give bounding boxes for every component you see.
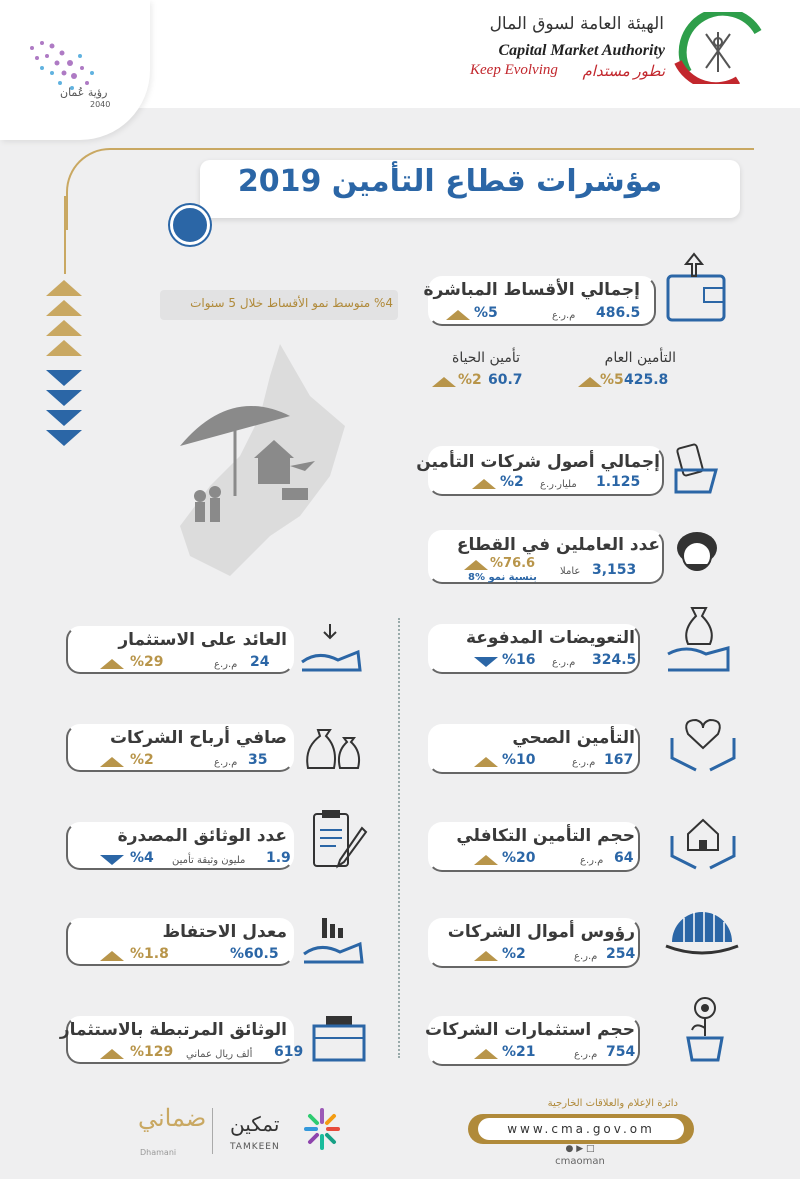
retention-pct: %1.8 — [130, 946, 169, 962]
assets-title: إجمالي أصول شركات التأمين — [416, 452, 660, 472]
net-profit-unit: م.ر.ع — [214, 757, 238, 768]
building-dome-icon — [664, 896, 740, 962]
column-divider — [398, 618, 400, 1058]
takaful-pct: %20 — [502, 850, 536, 866]
life-insurance-value: 60.7 — [488, 372, 523, 388]
money-bag-hand-icon — [666, 600, 738, 674]
blue-arrow-icon — [46, 430, 82, 446]
authority-name-ar: الهيئة العامة لسوق المال — [489, 14, 664, 34]
up-arrow-icon — [432, 377, 456, 387]
oman-map-umbrella-icon — [170, 336, 360, 580]
website-link[interactable]: www.cma.gov.om — [478, 1118, 684, 1140]
up-arrow-icon — [446, 310, 470, 320]
page-title: مؤشرات قطاع التأمين 2019 — [237, 164, 663, 199]
avg-growth-text: %4 متوسط نمو الأقساط خلال 5 سنوات — [190, 296, 393, 310]
return-hand-icon — [298, 622, 368, 672]
employees-unit: عاملا — [560, 566, 581, 577]
down-arrow-icon — [474, 657, 498, 667]
takaful-value: 64 — [614, 850, 634, 866]
twitter-icon[interactable]: ● — [565, 1144, 574, 1154]
social-icons[interactable] — [555, 1144, 605, 1156]
timeline-line — [64, 196, 66, 274]
up-arrow-icon — [474, 757, 498, 767]
employees-value: 3,153 — [592, 562, 637, 578]
life-insurance-pct: %2 — [458, 372, 482, 388]
money-hand-icon — [670, 440, 720, 496]
cma-emblem-icon — [668, 12, 770, 84]
up-arrow-icon — [474, 951, 498, 961]
vision-text: رؤية عُمان — [60, 86, 108, 99]
instagram-icon[interactable]: □ — [586, 1144, 595, 1154]
policies-pct: %4 — [130, 850, 154, 866]
blue-arrow-icon — [46, 410, 82, 426]
dhamani-logo-ar: ضماني — [138, 1104, 207, 1132]
worker-face-icon — [670, 526, 724, 582]
up-arrow-icon — [472, 479, 496, 489]
bars-hand-icon — [300, 914, 368, 968]
capital-pct: %2 — [502, 946, 526, 962]
roi-pct: %29 — [130, 654, 164, 670]
up-arrow-icon — [100, 757, 124, 767]
general-insurance-label: التأمين العام — [604, 350, 676, 366]
tamkeen-star-icon — [300, 1104, 344, 1154]
roi-title: العائد على الاستثمار — [118, 630, 287, 650]
general-insurance-pct: %5 — [600, 372, 624, 388]
takaful-title: حجم التأمين التكافلي — [456, 826, 635, 846]
tamkeen-logo-en: TAMKEEN — [230, 1142, 280, 1152]
capital-unit: م.ر.ع — [574, 951, 598, 962]
health-value: 167 — [604, 752, 634, 768]
linked-policies-unit: ألف ريال عماني — [186, 1049, 253, 1060]
capital-value: 254 — [606, 946, 636, 962]
direct-premiums-value: 486.5 — [596, 305, 641, 321]
vision-2040-logo — [0, 0, 150, 140]
roi-unit: م.ر.ع — [214, 659, 238, 670]
assets-value: 1.125 — [596, 474, 641, 490]
social-handle: cmaoman — [555, 1156, 605, 1167]
health-unit: م.ر.ع — [572, 757, 596, 768]
life-insurance-label: تأمين الحياة — [451, 350, 520, 366]
gold-arrow-icon — [46, 300, 82, 316]
gold-arrow-icon — [46, 340, 82, 356]
employees-note: بنسبة نمو %8 — [468, 572, 537, 583]
timeline-dot — [170, 205, 210, 245]
employees-title: عدد العاملين في القطاع — [456, 535, 660, 555]
retention-title: معدل الاحتفاظ — [162, 922, 287, 942]
up-arrow-icon — [100, 659, 124, 669]
footer-separator — [212, 1108, 213, 1154]
investments-value: 754 — [606, 1044, 636, 1060]
linked-policies-pct: %129 — [130, 1044, 174, 1060]
down-arrow-icon — [100, 855, 124, 865]
up-arrow-icon — [474, 855, 498, 865]
vision-swirl-icon — [12, 28, 132, 128]
health-title: التأمين الصحي — [512, 728, 635, 748]
investments-unit: م.ر.ع — [574, 1049, 598, 1060]
employees-pct: %76.6 — [490, 556, 536, 571]
heart-hands-icon — [668, 708, 738, 774]
gold-arrow-icon — [46, 280, 82, 296]
policies-title: عدد الوثائق المصدرة — [117, 826, 287, 846]
direct-premiums-pct: %5 — [474, 305, 498, 321]
gold-arrow-icon — [46, 320, 82, 336]
linked-policies-title: الوثائق المرتبطة بالاستثمار — [59, 1020, 287, 1040]
claims-value: 324.5 — [592, 652, 637, 668]
direct-premiums-title: إجمالي الأقساط المباشرة — [423, 280, 640, 300]
roi-value: 24 — [250, 654, 270, 670]
up-arrow-icon — [100, 951, 124, 961]
youtube-icon[interactable]: ▶ — [576, 1144, 584, 1154]
policies-unit: مليون وثيقة تأمين — [172, 855, 246, 866]
capital-title: رؤوس أموال الشركات — [447, 922, 635, 942]
investments-title: حجم استثمارات الشركات — [424, 1020, 635, 1040]
up-arrow-icon — [474, 1049, 498, 1059]
up-arrow-icon — [578, 377, 602, 387]
clipboard-pen-icon — [310, 808, 368, 870]
tamkeen-logo-ar: تمكين — [230, 1112, 280, 1136]
house-hands-icon — [668, 806, 738, 872]
linked-policies-value: 619 — [274, 1044, 304, 1060]
net-profit-value: 35 — [248, 752, 268, 768]
assets-pct: %2 — [500, 474, 524, 490]
plant-pot-icon — [680, 992, 730, 1064]
health-pct: %10 — [502, 752, 536, 768]
tagline-en: Keep Evolving — [470, 62, 558, 78]
direct-premiums-unit: م.ر.ع — [552, 310, 576, 321]
tagline — [470, 62, 665, 81]
policies-value: 1.9 — [266, 850, 291, 866]
net-profit-title: صافي أرباح الشركات — [109, 728, 287, 748]
blue-arrow-icon — [46, 370, 82, 386]
money-bags-icon — [302, 724, 368, 774]
investments-pct: %21 — [502, 1044, 536, 1060]
authority-name-en: Capital Market Authority — [498, 42, 665, 59]
claims-unit: م.ر.ع — [552, 657, 576, 668]
retention-value: %60.5 — [230, 946, 279, 962]
takaful-unit: م.ر.ع — [580, 855, 604, 866]
assets-unit: مليار.ر.ع — [540, 479, 577, 490]
briefcase-icon — [310, 1012, 368, 1064]
claims-pct: %16 — [502, 652, 536, 668]
blue-arrow-icon — [46, 390, 82, 406]
net-profit-pct: %2 — [130, 752, 154, 768]
vision-year: 2040 — [90, 100, 111, 109]
claims-title: التعويضات المدفوعة — [465, 628, 635, 648]
wallet-icon — [664, 250, 728, 324]
general-insurance-value: 425.8 — [624, 372, 669, 388]
tagline-ar: نطور مستدام — [582, 64, 665, 80]
dhamani-logo-en: Dhamani — [140, 1148, 177, 1157]
department-text: دائرة الإعلام والعلاقات الخارجية — [547, 1098, 678, 1109]
up-arrow-icon — [464, 560, 488, 570]
up-arrow-icon — [100, 1049, 124, 1059]
